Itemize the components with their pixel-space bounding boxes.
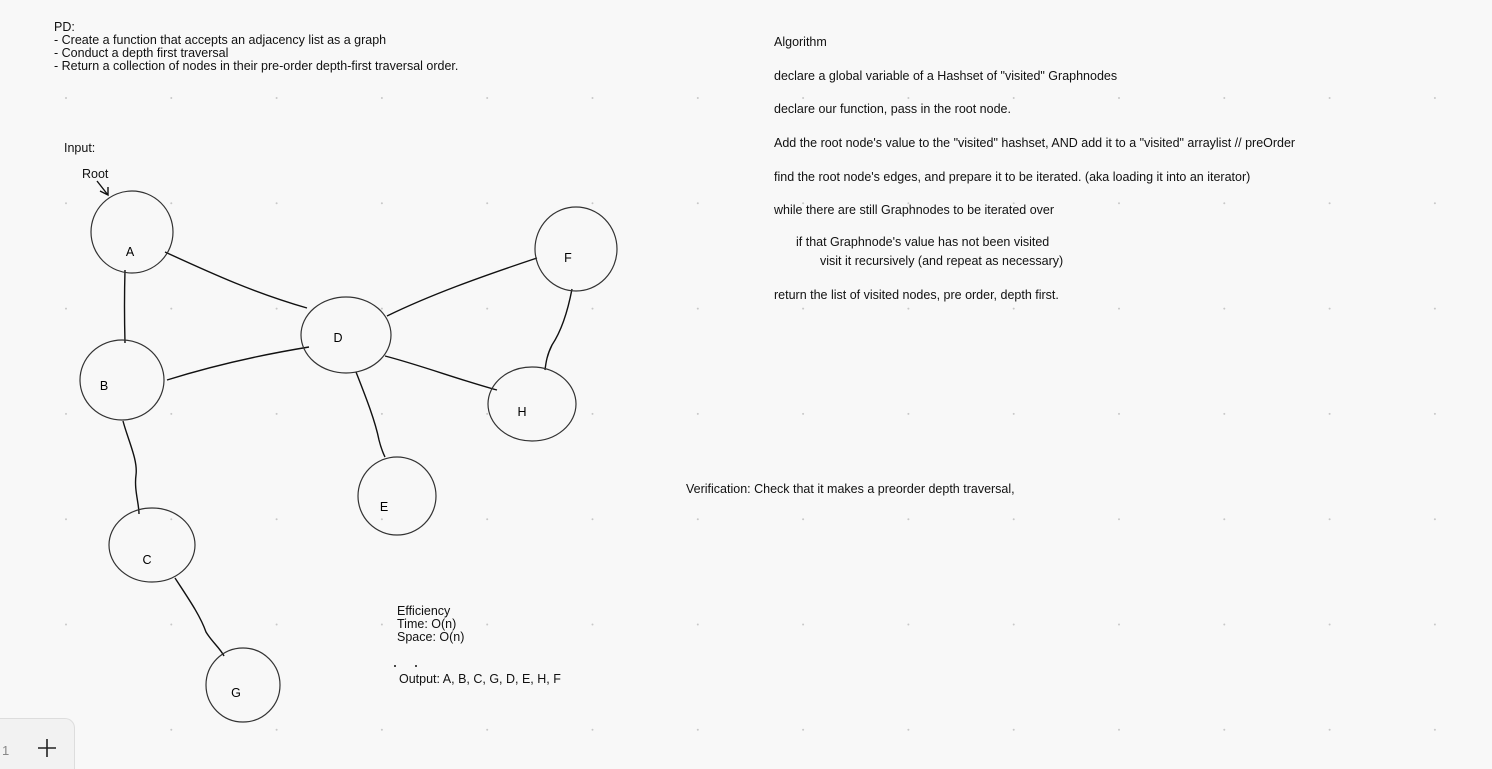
node-f bbox=[535, 207, 617, 291]
node-label-d: D bbox=[333, 331, 343, 345]
edge-d-e bbox=[356, 372, 385, 457]
algorithm-step-4[interactable]: find the root node's edges, and prepare it to be iterated. (aka loading it into an iterator) bbox=[774, 170, 1251, 184]
problem-line-2: - Conduct a depth first traversal bbox=[54, 46, 229, 60]
verification-text[interactable]: Verification: Check that it makes a preorder depth traversal, bbox=[686, 482, 1015, 496]
node-d bbox=[301, 297, 391, 373]
node-label-c: C bbox=[142, 553, 152, 567]
edge-d-f bbox=[387, 258, 537, 316]
efficiency-space: Space: O(n) bbox=[397, 630, 465, 644]
algorithm-step-2[interactable]: declare our function, pass in the root node. bbox=[774, 102, 1011, 116]
algorithm-step-5[interactable]: while there are still Graphnodes to be iterated over bbox=[774, 203, 1055, 217]
page-number[interactable]: 1 bbox=[2, 743, 10, 758]
problem-line-3: - Return a collection of nodes in their pre-order depth-first traversal order. bbox=[54, 59, 459, 73]
node-g bbox=[206, 648, 280, 722]
algorithm-step-1[interactable]: declare a global variable of a Hashset of "visited" Graphnodes bbox=[774, 69, 1118, 83]
problem-line-1: - Create a function that accepts an adjacency list as a graph bbox=[54, 33, 387, 47]
algorithm-title[interactable]: Algorithm bbox=[774, 35, 827, 49]
efficiency-time: Time: O(n) bbox=[397, 617, 457, 631]
problem-block[interactable] bbox=[54, 21, 458, 73]
edge-b-d bbox=[167, 347, 309, 380]
node-a bbox=[91, 191, 173, 273]
algorithm-step-8[interactable]: return the list of visited nodes, pre order, depth first. bbox=[774, 288, 1059, 302]
root-label[interactable]: Root bbox=[82, 167, 109, 181]
problem-title: PD: bbox=[54, 20, 75, 34]
algorithm-step-7[interactable]: visit it recursively (and repeat as necessary) bbox=[820, 254, 1064, 268]
root-arrow-icon bbox=[97, 181, 108, 195]
efficiency-block[interactable] bbox=[397, 605, 464, 644]
edge-c-g bbox=[175, 578, 224, 656]
edge-f-h bbox=[545, 289, 572, 370]
edge-d-h bbox=[385, 356, 497, 390]
edge-a-b bbox=[125, 270, 126, 343]
node-label-f: F bbox=[564, 251, 572, 265]
algorithm-step-6[interactable]: if that Graphnode's value has not been visited bbox=[796, 235, 1050, 249]
node-b bbox=[80, 340, 164, 420]
node-label-g: G bbox=[231, 686, 241, 700]
node-c bbox=[109, 508, 195, 582]
efficiency-title: Efficiency bbox=[397, 604, 451, 618]
node-label-a: A bbox=[125, 245, 135, 259]
node-label-b: B bbox=[99, 379, 109, 393]
input-label[interactable]: Input: bbox=[64, 141, 96, 155]
edge-a-d bbox=[165, 252, 307, 308]
node-label-e: E bbox=[379, 500, 389, 514]
stray-dots bbox=[392, 662, 422, 670]
algorithm-step-3[interactable]: Add the root node's value to the "visited" hashset, AND add it to a "visited" arraylist // preOrder bbox=[774, 136, 1296, 150]
node-h bbox=[488, 367, 576, 441]
add-page-icon[interactable] bbox=[36, 737, 58, 759]
node-label-h: H bbox=[517, 405, 527, 419]
node-e bbox=[358, 457, 436, 535]
edge-b-c bbox=[123, 421, 139, 514]
output-text[interactable]: Output: A, B, C, G, D, E, H, F bbox=[399, 672, 561, 686]
